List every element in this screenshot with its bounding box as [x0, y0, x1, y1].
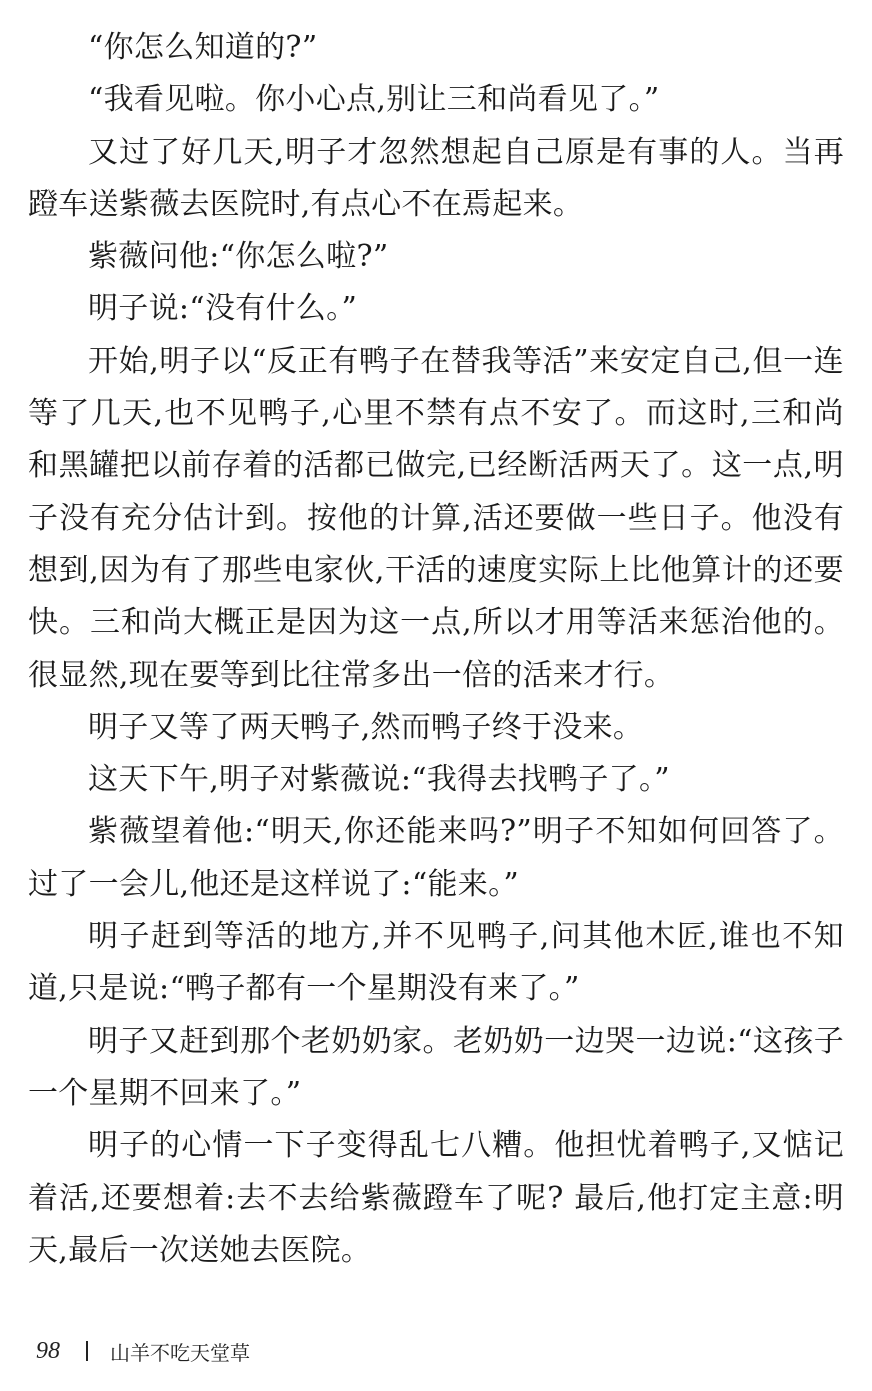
page-body: [28, 22, 844, 1277]
paragraph: 明子说:“没有什么。”: [88, 291, 358, 327]
paragraph: 紫薇望着他:“明天,你还能来吗?”明子不知如何回答了。过了一会儿,他还是这样说了:“能来。”: [28, 814, 844, 902]
paragraph: 紫薇问他:“你怎么啦?”: [88, 239, 389, 275]
page-footer: [36, 1334, 250, 1368]
paragraph: 又过了好几天,明子才忽然想起自己原是有事的人。当再蹬车送紫薇去医院时,有点心不在焉起来。: [28, 134, 844, 222]
footer-divider: [86, 1341, 88, 1361]
page-number: 98: [36, 1337, 60, 1364]
paragraph: 明子的心情一下子变得乱七八糟。他担忧着鸭子,又惦记着活,还要想着:去不去给紫薇蹬车了呢? 最后,他打定主意:明天,最后一次送她去医院。: [28, 1128, 844, 1268]
paragraph: 明子又赶到那个老奶奶家。老奶奶一边哭一边说:“这孩子一个星期不回来了。”: [28, 1023, 844, 1111]
paragraph: 明子又等了两天鸭子,然而鸭子终于没来。: [88, 709, 644, 745]
paragraph: 这天下午,明子对紫薇说:“我得去找鸭子了。”: [88, 762, 670, 798]
paragraph: “你怎么知道的?”: [88, 30, 318, 65]
paragraph: “我看见啦。你小心点,别让三和尚看见了。”: [88, 82, 660, 118]
paragraph: 开始,明子以“反正有鸭子在替我等活”来安定自己,但一连等了几天,也不见鸭子,心里不禁有点不安了。而这时,三和尚和黑罐把以前存着的活都已做完,已经断活两天了。这一点,明子没有充分估计到。按他的计算,活还要做一些日子。他没有想到,因为有了那些电家伙,干活的速度实际上比他算计的还要快。三和尚大概正是因为这一点,所以才用等活来惩治他的。很显然,现在要等到比往常多出一倍的活来才行。: [28, 343, 844, 693]
paragraph: 明子赶到等活的地方,并不见鸭子,问其他木匠,谁也不知道,只是说:“鸭子都有一个星期没有来了。”: [28, 919, 844, 1007]
running-title: 山羊不吃天堂草: [110, 1340, 250, 1365]
